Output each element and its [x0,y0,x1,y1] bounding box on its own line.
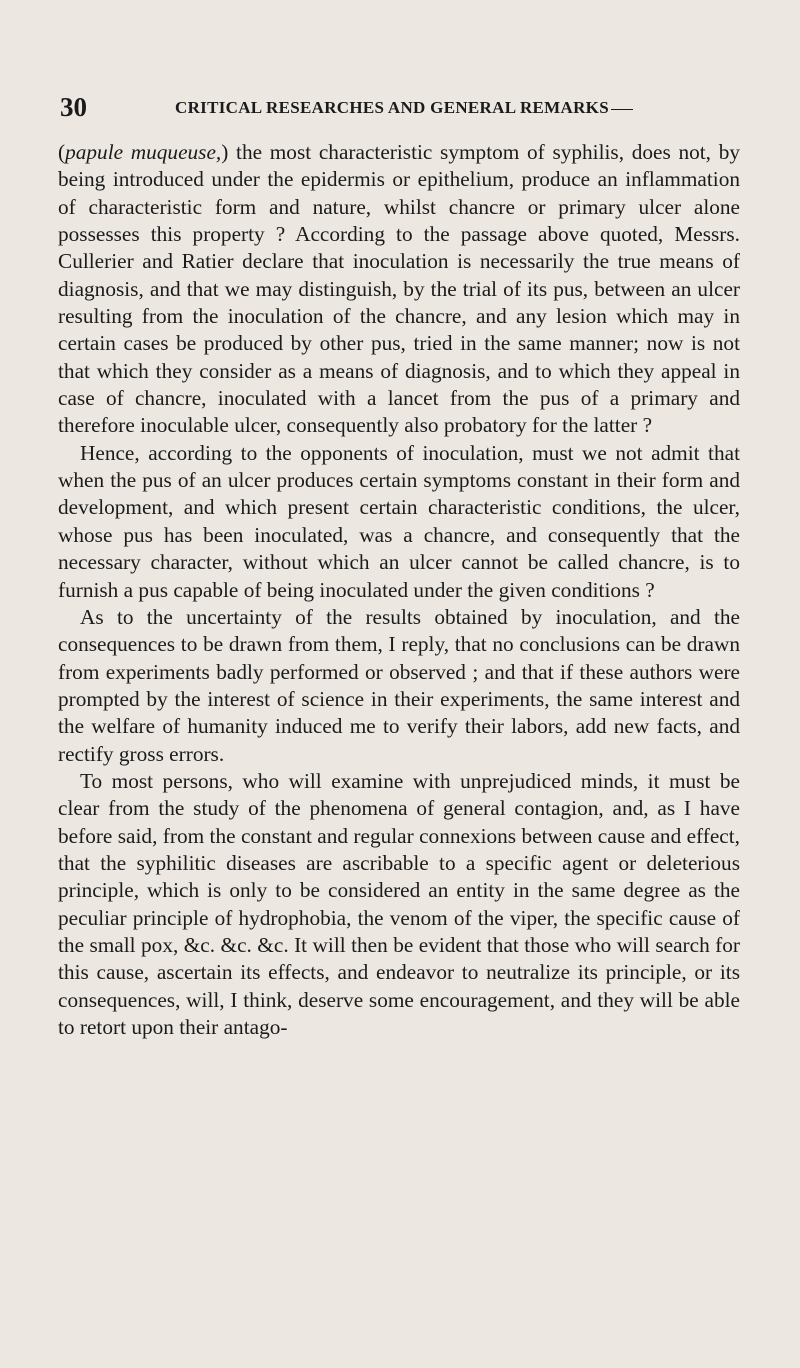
page-header [60,92,760,122]
paragraph-1-text: ) the most characteristic symptom of syphilis, does not, by being introduced under the epidermis or epithelium, produce an inflammation of characteristic form and nature, whilst chancre or primary ulcer alone possesses this property ? According to the passage above quoted, Messrs. Cullerier and Ratier declare that inoculation is necessarily the true means of diagnosis, and that we may distinguish, by the trial of its pus, between an ulcer resulting from the inoculation of the chancre, and any lesion which may in certain cases be produced by other pus, tried in the same manner; now is not that which they consider as a means of diagnosis, and to which they appeal in case of chancre, inoculated with a lancet from the pus of a primary and therefore inoculable ulcer, consequently also probatory for the latter ? [58,140,740,438]
paragraph-1-open-paren: ( [58,140,66,164]
body-text [58,139,740,1041]
paragraph-1-italic-term: papule muqueuse, [65,140,222,164]
paragraph-4: To most persons, who will examine with unprejudiced minds, it must be clear from the study of the phenomena of general contagion, and, as I have before said, from the constant and regular connexions between cause and effect, that the syphilitic diseases are ascribable to a specific agent or deleterious principle, which is only to be considered an entity in the same degree as the peculiar principle of hydrophobia, the venom of the viper, the specific cause of the small pox, &c. &c. &c. It will then be evident that those who will search for this cause, ascertain its effects, and endeavor to neutralize its principle, or its consequences, will, I think, deserve some encouragement, and they will be able to retort upon their antago- [58,768,740,1039]
header-rule [611,109,633,110]
paragraph-2: Hence, according to the opponents of inoculation, must we not admit that when the pus of an ulcer produces certain symptoms constant in their form and development, and which present certain characteristic conditions, the ulcer, whose pus has been inoculated, was a chancre, and consequently that the necessary character, without which an ulcer cannot be called chancre, is to furnish a pus capable of being inoculated under the given conditions ? [58,440,740,602]
paragraph-1 [58,139,740,440]
running-head [175,98,633,118]
paragraph-3: As to the uncertainty of the results obtained by inoculation, and the consequences to be drawn from them, I reply, that no conclusions can be drawn from experiments badly performed or observed ; and that if these authors were prompted by the interest of science in their experiments, the same interest and the welfare of humanity induced me to verify their labors, add new facts, and rectify gross errors. [58,604,740,766]
page-number: 30 [60,92,87,122]
running-head-text: CRITICAL RESEARCHES AND GENERAL REMARKS [175,98,609,117]
